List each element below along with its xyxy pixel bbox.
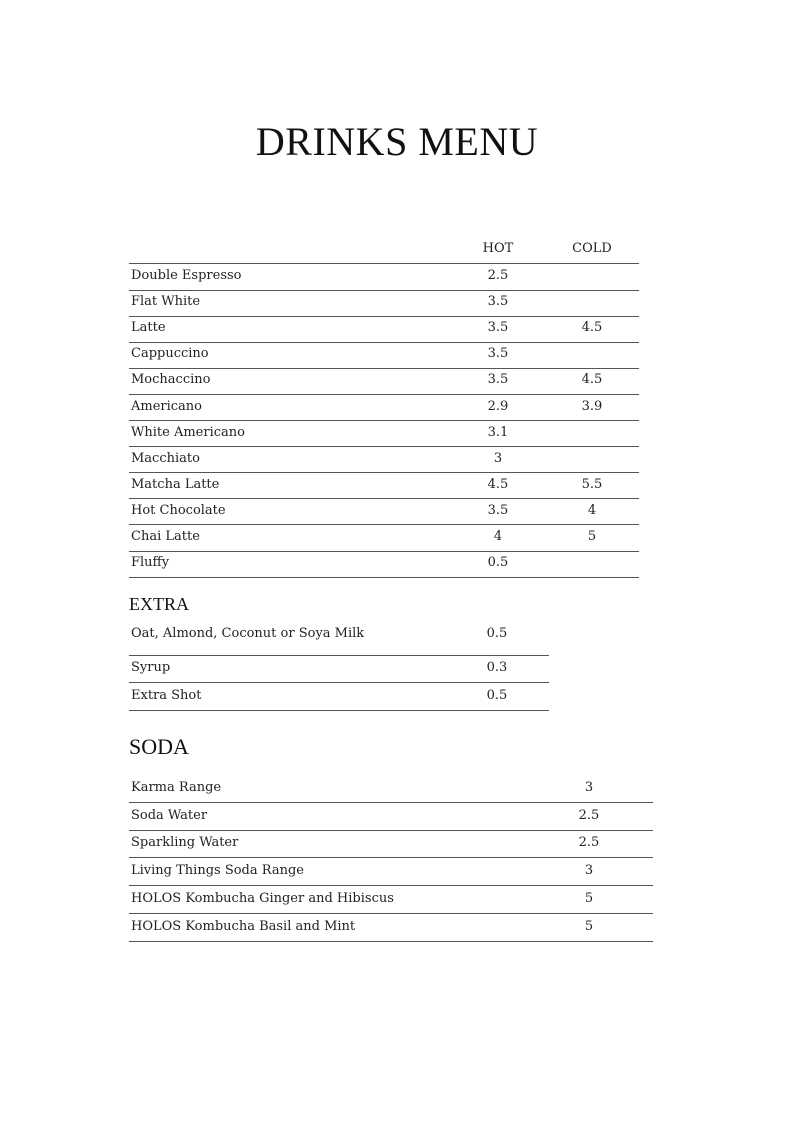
item-name: Mochaccino (131, 372, 211, 388)
table-row (129, 555, 649, 571)
row-divider (129, 420, 639, 421)
row-divider (129, 682, 549, 683)
table-row (129, 891, 649, 907)
header-cold: COLD (572, 241, 612, 256)
extra-name: Extra Shot (131, 688, 202, 703)
item-name: White Americano (131, 424, 245, 440)
soda-price: 2.5 (578, 807, 600, 823)
soda-heading: SODA (129, 734, 189, 759)
table-row (129, 919, 649, 935)
row-divider (129, 368, 639, 369)
hot-price: 3.1 (487, 424, 509, 440)
row-divider (129, 857, 653, 858)
row-divider (129, 342, 639, 343)
soda-name: Sparkling Water (131, 835, 239, 851)
table-row (129, 529, 649, 545)
table-row (129, 688, 649, 704)
table-row (129, 268, 649, 284)
table-row (129, 503, 649, 519)
table-row (129, 320, 649, 336)
table-row (129, 399, 649, 415)
extra-price: 0.5 (486, 688, 508, 703)
table-row (129, 294, 649, 310)
table-row (129, 425, 649, 441)
cold-price: 5.5 (581, 476, 603, 492)
cold-price: 4.5 (581, 320, 603, 336)
soda-name: Karma Range (131, 780, 222, 795)
table-row (129, 477, 649, 493)
soda-price: 5 (584, 918, 594, 934)
cold-price: 5 (587, 529, 597, 544)
table-row (129, 660, 649, 676)
cold-price: 4.5 (581, 372, 603, 388)
table-row (129, 372, 649, 388)
hot-price: 3.5 (487, 320, 509, 336)
table-row (129, 346, 649, 362)
row-divider (129, 446, 639, 447)
extra-name: Syrup (131, 660, 171, 675)
row-divider (129, 498, 639, 499)
row-divider (129, 655, 549, 656)
soda-price: 3 (584, 863, 594, 879)
row-divider (129, 394, 639, 395)
row-divider (129, 316, 639, 317)
soda-price: 5 (584, 890, 594, 906)
hot-price: 3 (493, 450, 503, 466)
row-divider (129, 830, 653, 831)
row-divider (129, 913, 653, 914)
extra-price: 0.5 (486, 626, 508, 641)
row-divider (129, 524, 639, 525)
cold-price: 4 (587, 502, 597, 518)
page-title: DRINKS MENU (255, 119, 539, 164)
row-divider (129, 710, 549, 711)
item-name: Latte (131, 320, 166, 336)
hot-price: 3.5 (487, 346, 509, 362)
soda-name: Soda Water (131, 807, 208, 823)
soda-name: HOLOS Kombucha Basil and Mint (131, 918, 356, 934)
soda-price: 3 (584, 780, 594, 795)
table-row (129, 451, 649, 467)
hot-price: 3.5 (487, 294, 509, 310)
row-divider (129, 941, 653, 942)
item-name: Hot Chocolate (131, 502, 226, 518)
table-row (129, 863, 649, 879)
row-divider (129, 577, 639, 578)
row-divider (129, 551, 639, 552)
item-name: Matcha Latte (131, 476, 220, 492)
hot-price: 4 (493, 529, 503, 544)
hot-price: 3.5 (487, 372, 509, 388)
item-name: Flat White (131, 294, 201, 310)
hot-price: 2.5 (487, 268, 509, 283)
soda-name: Living Things Soda Range (131, 863, 304, 879)
cold-price: 3.9 (581, 398, 603, 414)
soda-name: HOLOS Kombucha Ginger and Hibiscus (131, 890, 394, 906)
row-divider (129, 885, 653, 886)
item-name: Cappuccino (131, 346, 209, 362)
item-name: Americano (131, 398, 203, 414)
hot-price: 2.9 (487, 398, 509, 414)
table-row (129, 808, 649, 824)
item-name: Fluffy (131, 555, 170, 571)
item-name: Macchiato (131, 450, 200, 466)
table-row (129, 780, 649, 796)
soda-price: 2.5 (578, 835, 600, 851)
extra-heading: EXTRA (129, 594, 189, 614)
row-divider (129, 290, 639, 291)
extra-price: 0.3 (486, 660, 508, 675)
hot-price: 0.5 (487, 555, 509, 571)
item-name: Chai Latte (131, 529, 200, 544)
hot-price: 4.5 (487, 476, 509, 492)
item-name: Double Espresso (131, 268, 242, 283)
row-divider (129, 472, 639, 473)
header-hot: HOT (482, 241, 514, 256)
hot-price: 3.5 (487, 502, 509, 518)
row-divider (129, 802, 653, 803)
extra-name: Oat, Almond, Coconut or Soya Milk (131, 626, 365, 641)
table-row (129, 626, 649, 642)
table-row (129, 835, 649, 851)
table-divider (129, 263, 639, 264)
